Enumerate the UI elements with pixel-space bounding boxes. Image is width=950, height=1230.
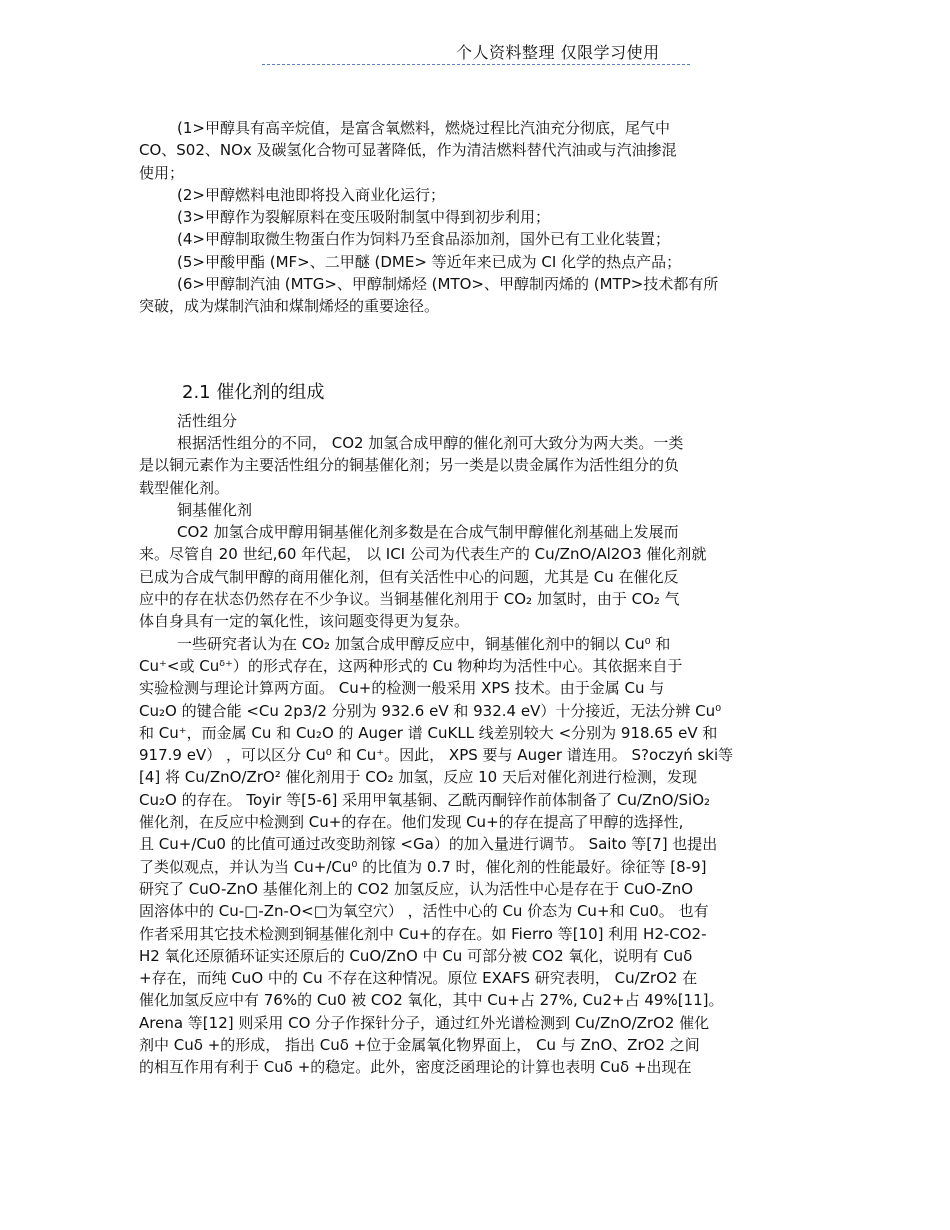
paragraph: CO2 加氢合成甲醇用铜基催化剂多数是在合成气制甲醇催化剂基础上发展而 来。尽管自 20 世纪,60 年代起， 以 ICI 公司为代表生产的 Cu/ZnO/Al2O3 催化剂就 已成为合成气制甲醇的商用催化剂，但有关活性中心的问题，尤其是 Cu 在催化反 应中的存在状态仍然存在不少争议。当铜基催化剂用于 CO₂ 加氢时，由于 CO₂ 气 体自身具有一定的氧化性，该问题变得更为复杂。 [139, 523, 707, 631]
page-header [262, 40, 690, 65]
spacer [139, 318, 811, 362]
paragraph: 一些研究者认为在 CO₂ 加氢合成甲醇反应中，铜基催化剂中的铜以 Cu⁰ 和 Cu⁺<或 Cuᵟ⁺）的形式存在，这两种形式的 Cu 物种均为活性中心。其依据来自于 实验检测与理论计算两方面。 Cu+的检测一般采用 XPS 技术。由于金属 Cu 与 Cu₂O 的键合能 <Cu 2p3/2 分别为 932.6 eV 和 932.4 eV）十分接近，无法分辨 Cu⁰ 和 Cu⁺，而金属 Cu 和 Cu₂O 的 Auger 谱 CuKLL 线差别较大 <分别为 918.65 eV 和 917.9 eV） ，可以区分 Cu⁰ 和 Cu⁺。因此， XPS 要与 Auger 谱连用。 S?oczyń ski等 [4] 将 Cu/ZnO/ZrO² 催化剂用于 CO₂ 加氢，反应 10 天后对催化剂进行检测，发现 Cu₂O 的存在。 Toyir 等[5-6] 采用甲氧基铜、乙酰丙酮锌作前体制备了 Cu/ZnO/SiO₂ 催化剂，在反应中检测到 Cu+的存在。他们发现 Cu+的存在提高了甲醇的选择性, 且 Cu+/Cu0 的比值可通过改变助剂镓 <Ga）的加入量进行调节。 Saito 等[7] 也提出 了类似观点，并认为当 Cu+/Cu⁰ 的比值为 0.7 时，催化剂的性能最好。徐征等 [8-9] 研究了 CuO-ZnO 基催化剂上的 CO2 加氢反应，认为活性中心是存在于 CuO-ZnO 固溶体中的 Cu-□-Zn-O<□为氧空穴） ，活性中心的 Cu 价态为 Cu+和 Cu0。 也有 作者采用其它技术检测到铜基催化剂中 Cu+的存在。如 Fierro 等[10] 利用 H2-CO2- H2 氧化还原循环证实还原后的 CuO/ZnO 中 Cu 可部分被 CO2 氧化，说明有 Cuδ +存在，而纯 CuO 中的 Cu 不存在这种情况。原位 EXAFS 研究表明， Cu/ZrO2 在 催化加氢反应中有 76%的 Cu0 被 CO2 氧化，其中 Cu+占 27%, Cu2+占 49%[11]。 Arena 等[12] 则采用 CO 分子作探针分子，通过红外光谱检测到 Cu/ZnO/ZrO2 催化 剂中 Cuδ +的形成， 指出 Cuδ +位于金属氧化物界面上， Cu 与 ZnO、ZrO2 之间 的相互作用有利于 Cuδ +的稳定。此外，密度泛函理论的计算也表明 Cuδ +出现在 [139, 634, 734, 1077]
list-item: (3>甲醇作为裂解原料在变压吸附制氢中得到初步利用； [177, 208, 550, 227]
list-item: (2>甲醇燃料电池即将投入商业化运行； [177, 185, 445, 204]
paragraph: 根据活性组分的不同， CO2 加氢合成甲醇的催化剂可大致分为两大类。一类 是以铜元素作为主要活性组分的铜基催化剂；另一类是以贵金属作为活性组分的负 载型催化剂。 [139, 433, 684, 497]
list-item: (5>甲酸甲酯 (MF>、二甲醚 (DME> 等近年来已成为 CI 化学的热点产品； [177, 252, 682, 271]
list-item: (6>甲醇制汽油 (MTG>、甲醇制烯烃 (MTO>、甲醇制丙烯的 (MTP>技术都有所 突破，成为煤制汽油和煤制烯烃的重要途径。 [139, 275, 719, 316]
section-title: 2.1 催化剂的组成 [182, 381, 325, 403]
subheading-active-component: 活性组分 [177, 411, 238, 430]
list-item: (4>甲醇制取微生物蛋白作为饲料乃至食品添加剂，国外已有工业化装置； [177, 230, 670, 249]
subheading-copper-catalyst: 铜基催化剂 [177, 500, 253, 519]
document-body [139, 117, 811, 1079]
list-item: (1>甲醇具有高辛烷值，是富含氧燃料，燃烧过程比汽油充分彻底，尾气中 CO、S02、NOx 及碳氢化合物可显著降低，作为清洁燃料替代汽油或与汽油掺混 使用； [139, 119, 677, 182]
header-text: 个人资料整理 仅限学习使用 [456, 43, 660, 62]
intro-list [139, 117, 811, 318]
